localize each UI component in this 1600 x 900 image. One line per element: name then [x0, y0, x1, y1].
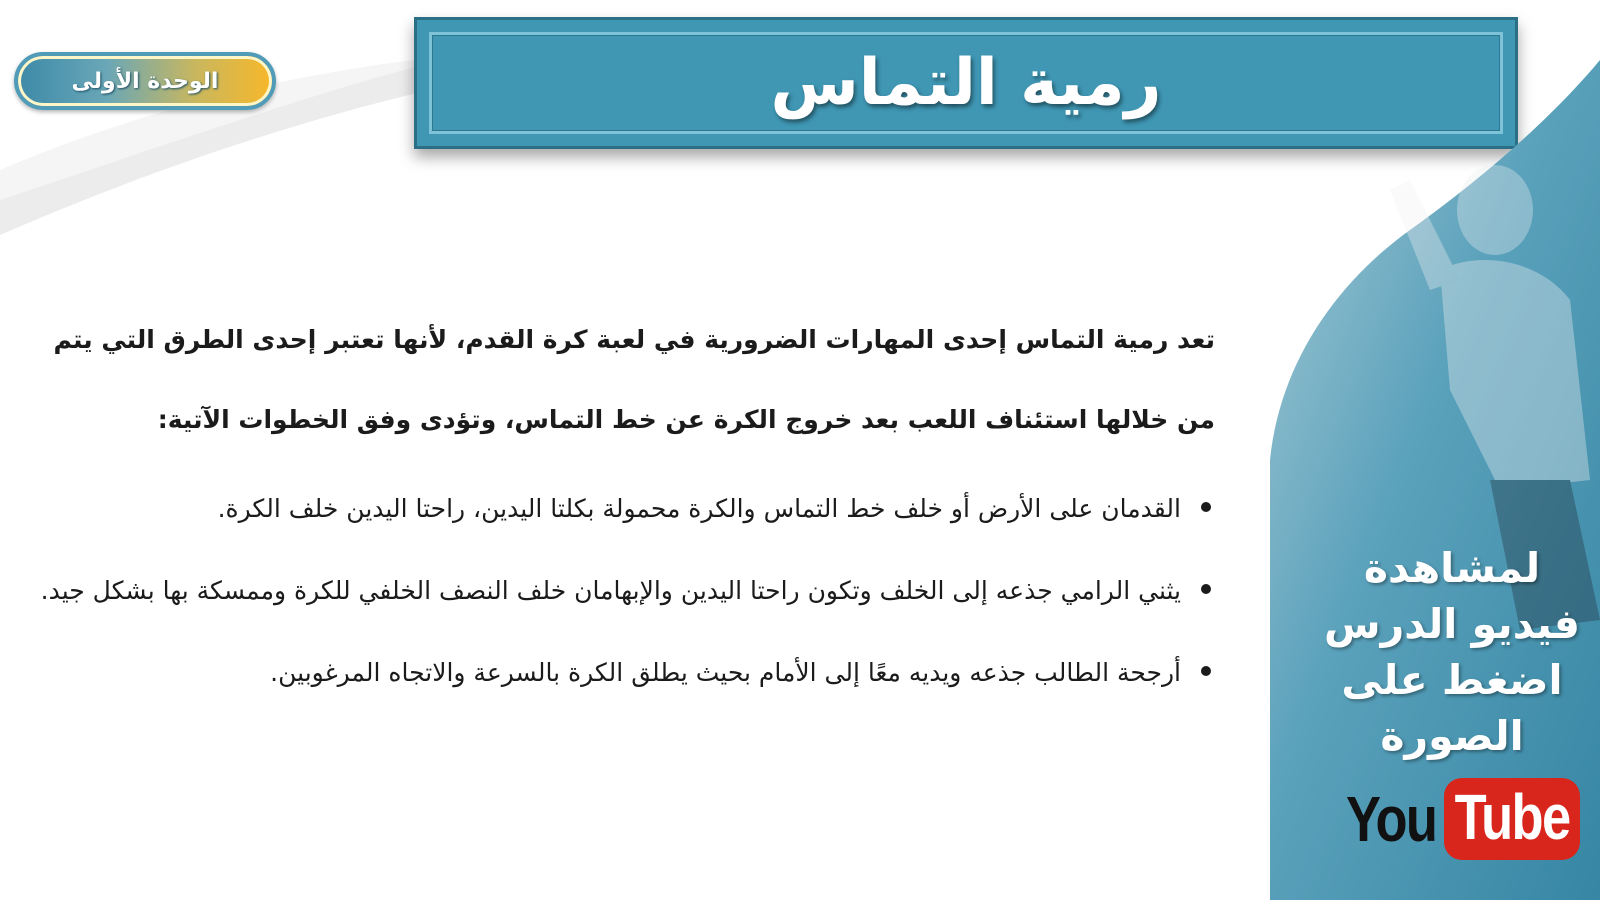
youtube-tube-text: Tube — [1454, 781, 1570, 853]
unit-badge — [14, 52, 276, 110]
unit-badge-label: الوحدة الأولى — [71, 68, 219, 94]
step-item-1: القدمان على الأرض أو خلف خط التماس والكرة محمولة بكلتا اليدين، راحتا اليدين خلف الكرة. — [15, 468, 1215, 550]
video-thumbnail[interactable] — [1270, 60, 1600, 900]
video-prompt[interactable]: لمشاهدة فيديو الدرس اضغط على الصورة — [1324, 544, 1580, 760]
page-title: رمية التماس — [770, 46, 1162, 120]
step-item-3: أرجحة الطالب جذعه ويديه معًا إلى الأمام بحيث يطلق الكرة بالسرعة والاتجاه المرغوبين. — [15, 632, 1215, 714]
intro-paragraph: تعد رمية التماس إحدى المهارات الضرورية في لعبة كرة القدم، لأنها تعتبر إحدى الطرق التي يتم من خلالها استئناف اللعب بعد خروج الكرة عن خط التماس، وتؤدى وفق الخطوات الآتية: — [53, 325, 1215, 434]
youtube-tube-box — [1444, 778, 1580, 860]
youtube-logo[interactable] — [1346, 778, 1574, 860]
lesson-content — [15, 300, 1215, 714]
steps-list — [15, 468, 1215, 714]
youtube-you-text: You — [1346, 783, 1437, 855]
step-item-2: يثني الرامي جذعه إلى الخلف وتكون راحتا اليدين والإبهامان خلف النصف الخلفي للكرة وممسكة بها بشكل جيد. — [15, 550, 1215, 632]
